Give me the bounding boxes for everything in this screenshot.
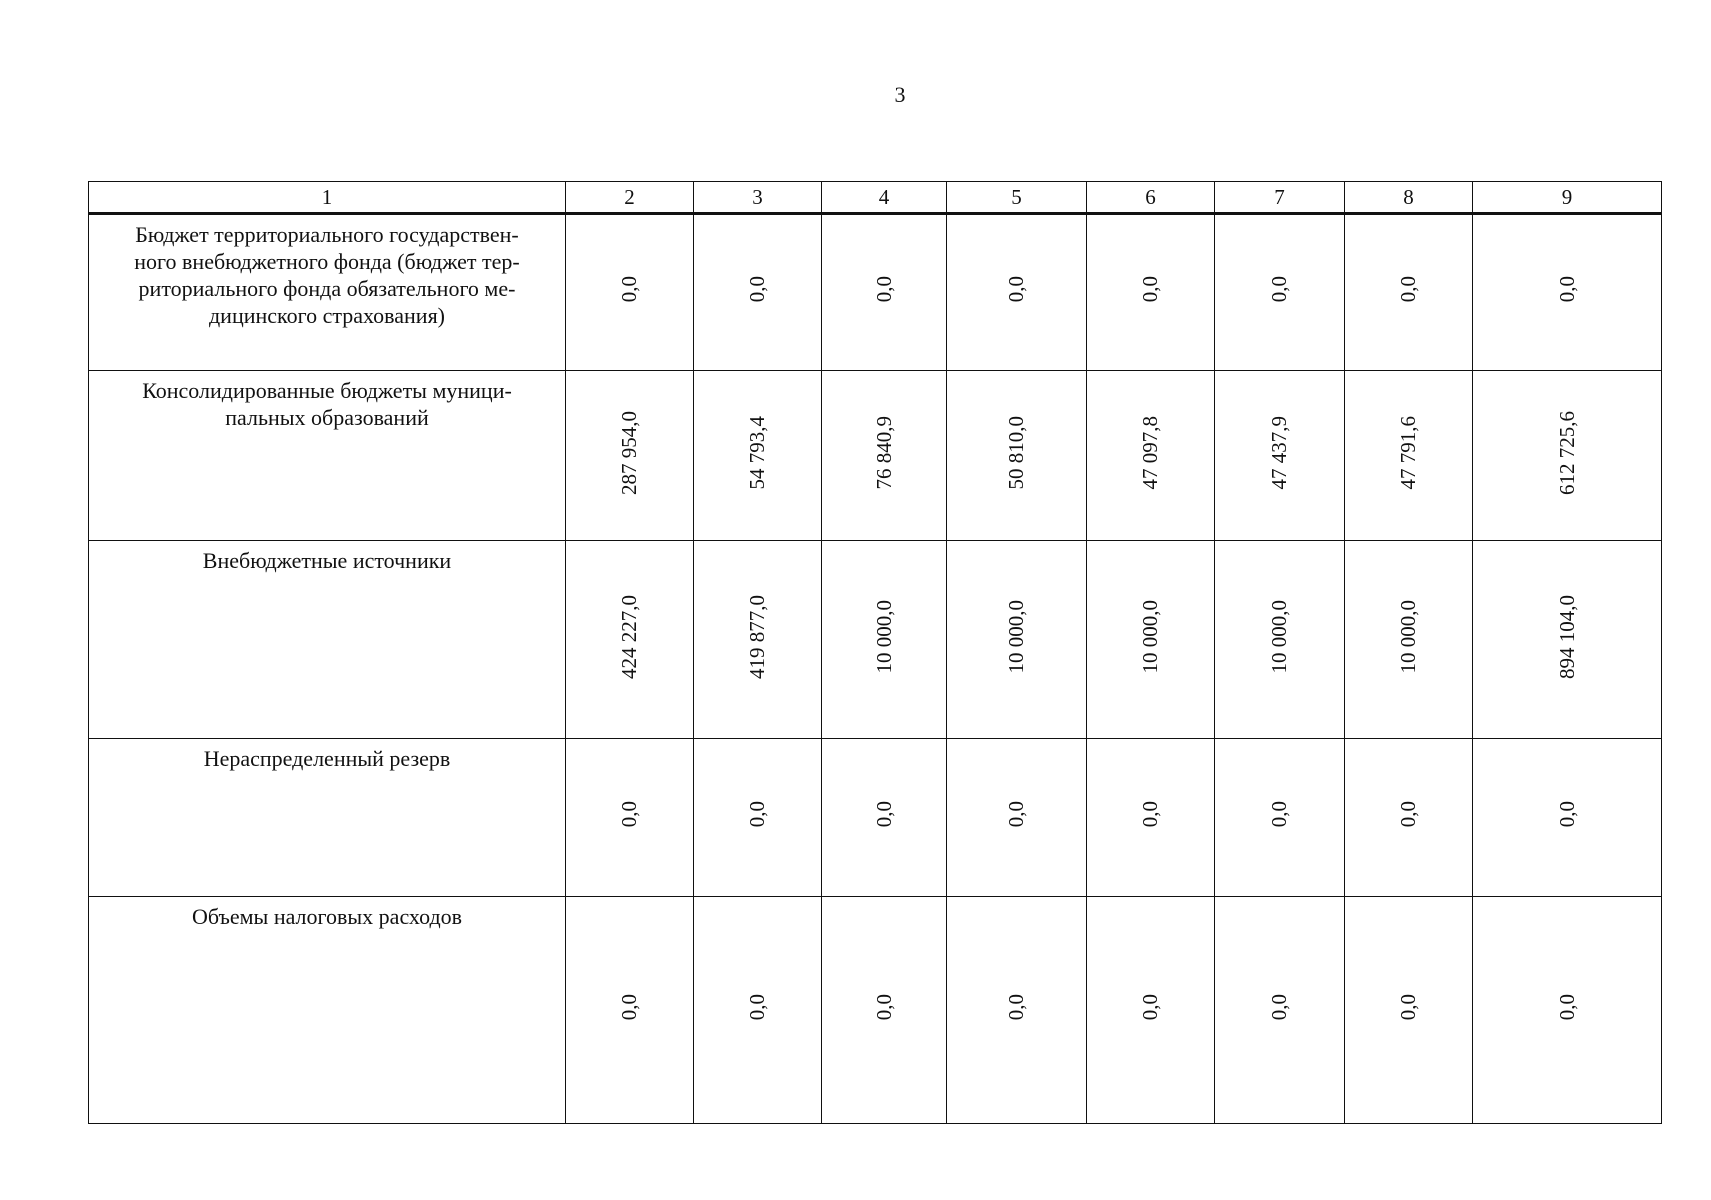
cell-value: 0,0 xyxy=(1138,276,1162,303)
row-label-line: Внебюджетные источники xyxy=(202,548,452,573)
value-cell xyxy=(566,739,694,897)
cell-value: 0,0 xyxy=(1554,993,1579,1021)
cell-value: 0,0 xyxy=(1396,801,1420,828)
cell-value: 0,0 xyxy=(1004,276,1028,303)
value-cell xyxy=(1345,739,1473,897)
cell-value: 10 000,0 xyxy=(871,599,896,674)
cell-value: 0,0 xyxy=(1004,801,1028,828)
column-header-6: 6 xyxy=(1087,182,1215,214)
row-label-line: Бюджет территориального государствен- xyxy=(135,222,519,247)
value-cell xyxy=(1087,214,1215,371)
column-header-2: 2 xyxy=(566,182,694,214)
cell-value: 50 810,0 xyxy=(1004,415,1028,490)
cell-value: 10 000,0 xyxy=(1004,599,1028,674)
column-header-4: 4 xyxy=(822,182,947,214)
value-cell xyxy=(1473,897,1662,1124)
value-cell xyxy=(1087,371,1215,541)
value-cell xyxy=(822,739,947,897)
value-cell xyxy=(694,214,822,371)
table-row xyxy=(89,214,1662,371)
cell-value: 0,0 xyxy=(617,993,641,1021)
value-cell xyxy=(947,897,1087,1124)
cell-value: 0,0 xyxy=(1138,801,1162,828)
cell-value: 0,0 xyxy=(1267,801,1291,828)
value-cell xyxy=(1473,541,1662,739)
cell-value: 47 097,8 xyxy=(1138,415,1162,490)
table-row xyxy=(89,739,1662,897)
row-label xyxy=(89,739,566,897)
cell-value: 0,0 xyxy=(871,801,896,828)
value-cell xyxy=(694,897,822,1124)
cell-value: 287 954,0 xyxy=(617,410,641,495)
cell-value: 0,0 xyxy=(1396,993,1420,1021)
value-cell xyxy=(1215,371,1345,541)
row-label-line: дицинского страхования) xyxy=(208,303,446,328)
row-label-line: ного внебюджетного фонда (бюджет тер- xyxy=(134,249,520,274)
header-row xyxy=(89,182,1662,214)
cell-value: 0,0 xyxy=(1267,276,1291,303)
row-label-line: Консолидированные бюджеты муници- xyxy=(142,378,512,403)
value-cell xyxy=(1087,541,1215,739)
budget-table xyxy=(88,181,1662,1124)
value-cell xyxy=(1345,371,1473,541)
value-cell xyxy=(1215,739,1345,897)
cell-value: 10 000,0 xyxy=(1138,599,1162,674)
column-header-9: 9 xyxy=(1473,182,1662,214)
value-cell xyxy=(947,214,1087,371)
value-cell xyxy=(822,371,947,541)
value-cell xyxy=(566,214,694,371)
value-cell xyxy=(1345,541,1473,739)
value-cell xyxy=(1345,214,1473,371)
value-cell xyxy=(1473,214,1662,371)
cell-value: 54 793,4 xyxy=(745,415,769,490)
row-label xyxy=(89,214,566,371)
cell-value: 424 227,0 xyxy=(617,594,641,679)
cell-value: 10 000,0 xyxy=(1396,599,1420,674)
value-cell xyxy=(822,897,947,1124)
cell-value: 0,0 xyxy=(745,993,769,1021)
row-label-line: пальных образований xyxy=(225,405,429,430)
value-cell xyxy=(1215,897,1345,1124)
value-cell xyxy=(1215,214,1345,371)
cell-value: 0,0 xyxy=(871,993,896,1021)
value-cell xyxy=(694,371,822,541)
value-cell xyxy=(947,371,1087,541)
value-cell xyxy=(566,897,694,1124)
cell-value: 47 791,6 xyxy=(1396,415,1420,490)
cell-value: 0,0 xyxy=(617,276,641,303)
row-label-line: Нераспределенный резерв xyxy=(203,746,451,771)
row-label-line: риториального фонда обязательного ме- xyxy=(138,276,516,301)
value-cell xyxy=(1087,739,1215,897)
cell-value: 0,0 xyxy=(871,276,896,303)
value-cell xyxy=(947,541,1087,739)
cell-value: 76 840,9 xyxy=(871,415,896,490)
value-cell xyxy=(1473,739,1662,897)
value-cell xyxy=(822,541,947,739)
table-row xyxy=(89,541,1662,739)
cell-value: 0,0 xyxy=(617,801,641,828)
row-label xyxy=(89,541,566,739)
value-cell xyxy=(1473,371,1662,541)
column-header-3: 3 xyxy=(694,182,822,214)
cell-value: 0,0 xyxy=(745,801,769,828)
value-cell xyxy=(1215,541,1345,739)
value-cell xyxy=(1087,897,1215,1124)
cell-value: 0,0 xyxy=(1267,993,1291,1021)
value-cell xyxy=(694,739,822,897)
value-cell xyxy=(947,739,1087,897)
cell-value: 10 000,0 xyxy=(1267,599,1291,674)
value-cell xyxy=(694,541,822,739)
cell-value: 47 437,9 xyxy=(1267,415,1291,490)
cell-value: 894 104,0 xyxy=(1554,594,1579,679)
column-header-7: 7 xyxy=(1215,182,1345,214)
column-header-1: 1 xyxy=(89,182,566,214)
cell-value: 0,0 xyxy=(745,276,769,303)
value-cell xyxy=(566,371,694,541)
table-row xyxy=(89,371,1662,541)
value-cell xyxy=(822,214,947,371)
row-label xyxy=(89,897,566,1124)
cell-value: 419 877,0 xyxy=(745,594,769,679)
cell-value: 0,0 xyxy=(1004,993,1028,1021)
cell-value: 0,0 xyxy=(1554,801,1579,828)
cell-value: 0,0 xyxy=(1396,276,1420,303)
row-label xyxy=(89,371,566,541)
value-cell xyxy=(566,541,694,739)
page-number: 3 xyxy=(894,82,906,107)
column-header-5: 5 xyxy=(947,182,1087,214)
cell-value: 0,0 xyxy=(1554,276,1579,303)
value-cell xyxy=(1345,897,1473,1124)
cell-value: 612 725,6 xyxy=(1554,410,1579,495)
column-header-8: 8 xyxy=(1345,182,1473,214)
table-row xyxy=(89,897,1662,1124)
cell-value: 0,0 xyxy=(1138,993,1162,1021)
row-label-line: Объемы налоговых расходов xyxy=(191,904,463,929)
